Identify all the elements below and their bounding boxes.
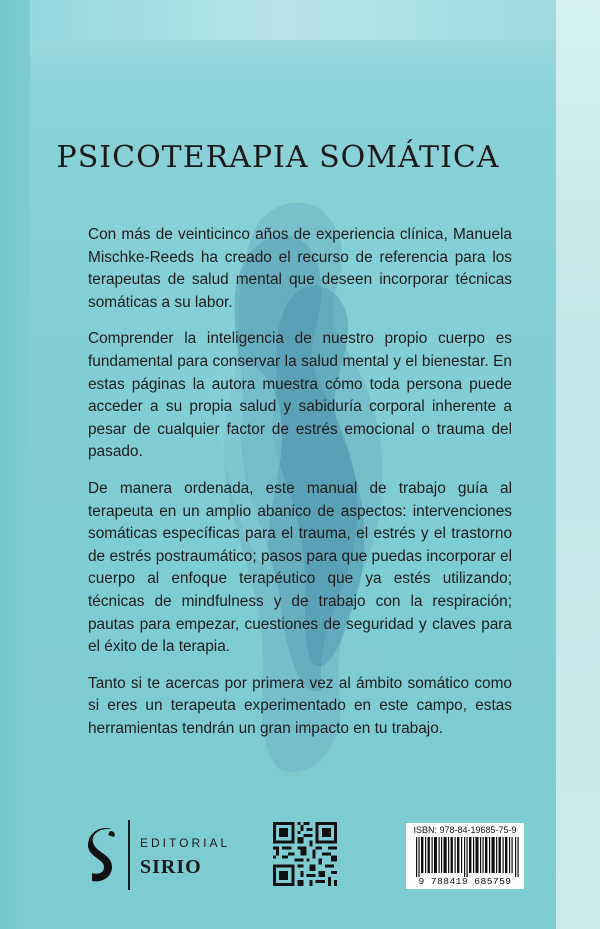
isbn-label: ISBN: 978-84-19685-75-9	[413, 825, 517, 835]
swan-s-logo-icon	[86, 825, 118, 885]
publisher-name-top: EDITORIAL	[140, 836, 231, 850]
blurb-paragraph-4: Tanto si te acercas por primera vez al ámbito somático como si eres un terapeuta experimentado en este campo, estas herramientas tendrán un gran impacto en tu trabajo.	[88, 674, 512, 737]
publisher-name-bottom: SIRIO	[140, 856, 202, 878]
book-title: PSICOTERAPIA SOMÁTICA	[56, 140, 500, 175]
qr-code-icon	[273, 822, 337, 886]
barcode-bars	[416, 837, 520, 877]
barcode-digits: 9 788419 685759	[418, 876, 512, 887]
blurb-paragraph-3: De manera ordenada, este manual de trabajo guía al terapeuta en un amplio abanico de aspectos: intervenciones somáticas específicas para el trauma, el estrés y el trastorno de estrés postraumático; pasos para que puedas incorporar el cuerpo al enfoque terapéutico que ya estés utilizando; técnicas de mindfulness y de trabajo con la respiración; pautas para empezar, cuestiones de seguridad y claves para el éxito de la terapia.	[88, 479, 512, 656]
blurb-paragraph-1: Con más de veinticinco años de experiencia clínica, Manuela Mischke-Reeds ha creado el recurso de referencia para los terapeutas de salud mental que deseen incorporar técnicas somáticas a su labor.	[88, 226, 512, 311]
spine-strip	[556, 0, 600, 929]
isbn-barcode	[406, 823, 524, 889]
blurb-paragraph-2: Comprender la inteligencia de nuestro propio cuerpo es fundamental para conservar la salud mental y el bienestar. En estas páginas la autora muestra cómo toda persona puede acceder a su propia salud y sabiduría corporal inherente a pesar de cualquier factor de estrés emocional o trauma del pasado.	[88, 330, 512, 461]
publisher-logo	[86, 820, 246, 890]
back-cover-blurb	[88, 224, 512, 754]
top-band	[0, 0, 556, 40]
publisher-divider	[128, 820, 130, 890]
